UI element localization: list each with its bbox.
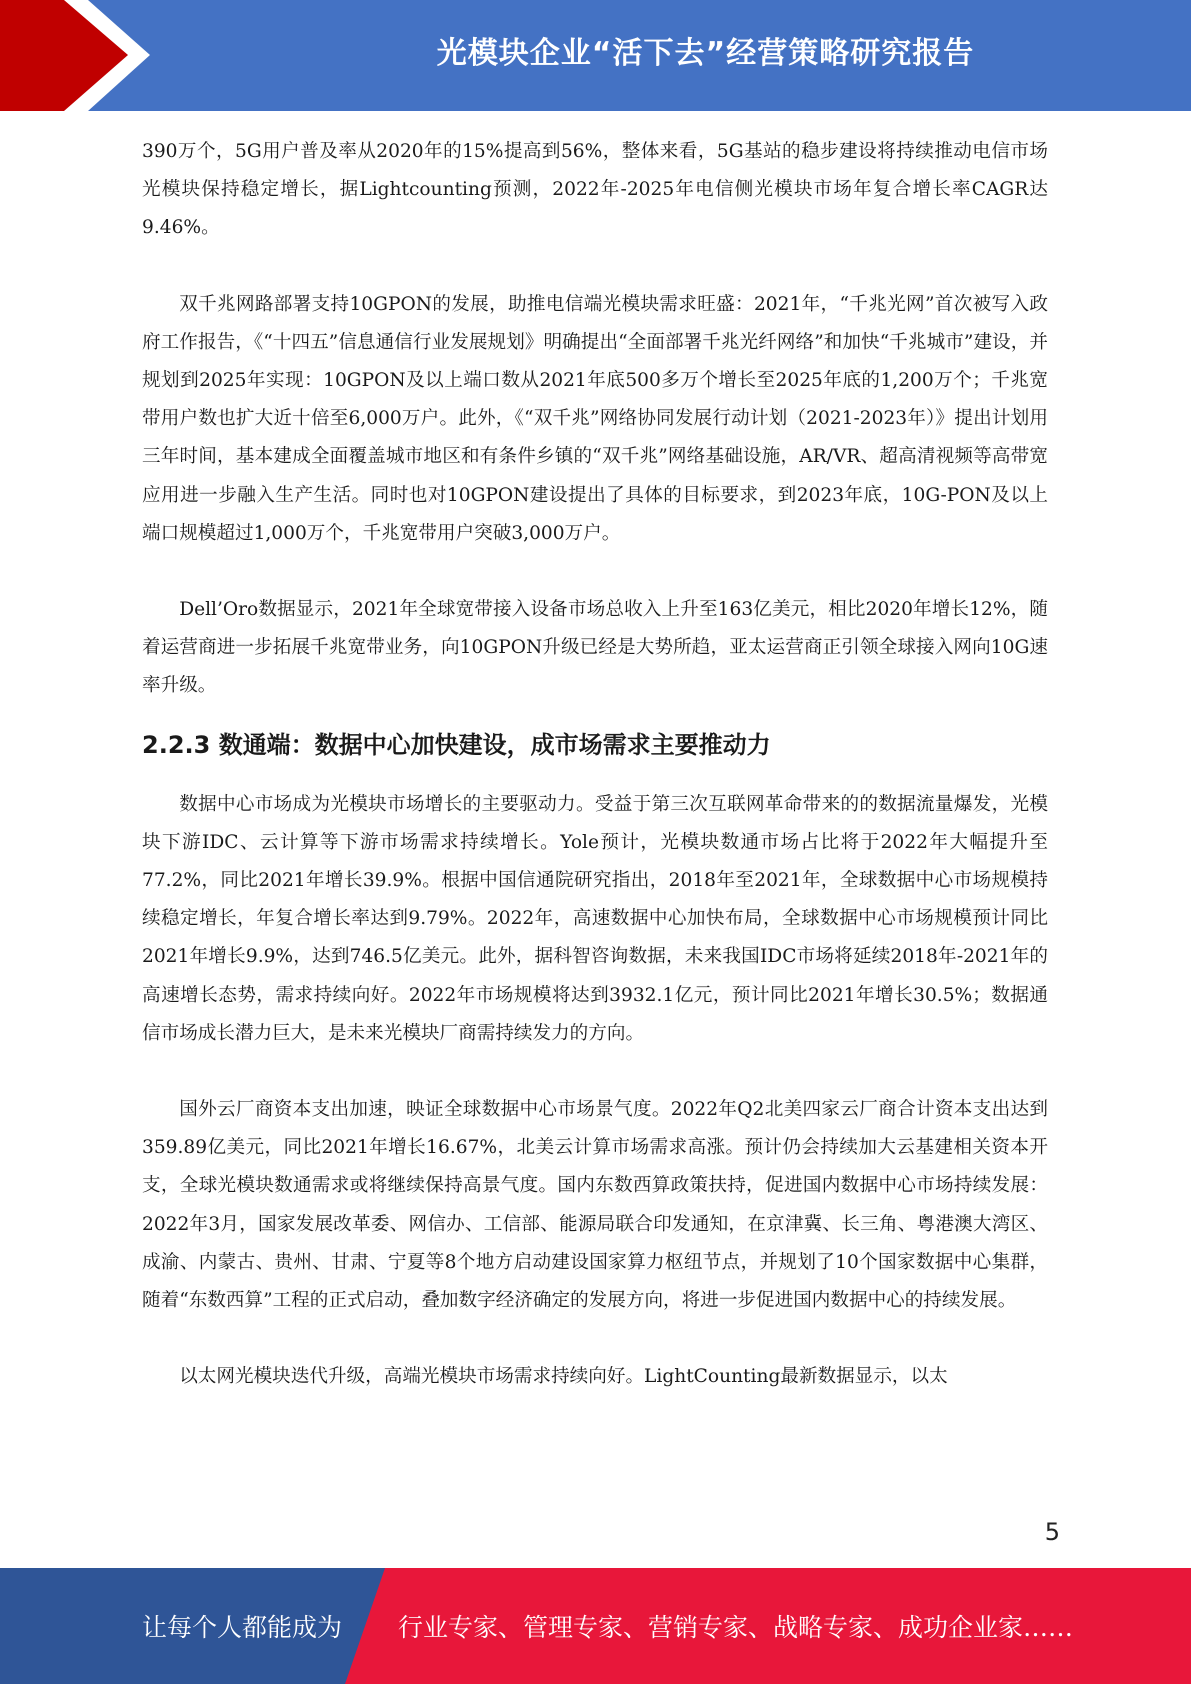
paragraph-cloud-capex: 国外云厂商资本支出加速，映证全球数据中心市场景气度。2022年Q2北美四家云厂商合计资本支出达到359.89亿美元，同比2021年增长16.67%，北美云计算市场需求高涨。预计仍会持续加大云基建相关资本开支，全球光模块数通需求或将继续保持高景气度。国内东数西算政策扶持，促进国内数据中心市场持续发展：2022年3月，国家发展改革委、网信办、工信部、能源局联合印发通知，在京津冀、长三角、粤港澳大湾区、成渝、内蒙古、贵州、甘肃、宁夏等8个地方启动建设国家算力枢纽节点，并规划了10个国家数据中心集群，随着“东数西算”工程的正式启动，叠加数字经济确定的发展方向，将进一步促进国内数据中心的持续发展。 bbox=[142, 1099, 1048, 1312]
report-title: 光模块企业“活下去”经营策略研究报告 bbox=[436, 36, 975, 71]
section-heading: 2.2.3 数通端：数据中心加快建设，成市场需求主要推动力 bbox=[142, 730, 771, 759]
paragraph-gigabit-network: 双千兆网路部署支持10GPON的发展，助推电信端光模块需求旺盛：2021年，“千兆光网”首次被写入政府工作报告，《“十四五”信息通信行业发展规划》明确提出“全面部署千兆光纤网络”和加快“千兆城市”建设，并规划到2025年实现：10GPON及以上端口数从2021年底500多万个增长至2025年底的1,200万个；千兆宽带用户数也扩大近十倍至6,000万户。此外，《“双千兆”网络协同发展行动计划（2021-2023年）》提出计划用三年时间，基本建成全面覆盖城市地区和有条件乡镇的“双千兆”网络基础设施，AR/VR、超高清视频等高带宽应用进一步融入生产生活。同时也对10GPON建设提出了具体的目标要求，到2023年底，10G-PON及以上端口规模超过1,000万个，千兆宽带用户突破3,000万户。 bbox=[142, 293, 1048, 544]
page-header bbox=[0, 0, 1191, 111]
footer-slogan-left: 让每个人都能成为 bbox=[142, 1613, 343, 1642]
paragraph-delloro-data: Dell’Oro数据显示，2021年全球宽带接入设备市场总收入上升至163亿美元，相比2020年增长12%，随着运营商进一步拓展千兆宽带业务，向10GPON升级已经是大势所趋，亚太运营商正引领全球接入网向10G速率升级。 bbox=[142, 599, 1048, 697]
page-footer bbox=[0, 1568, 1191, 1684]
footer-slogan-right: 行业专家、管理专家、营销专家、战略专家、成功企业家…… bbox=[398, 1613, 1074, 1642]
paragraph-5g-growth: 390万个，5G用户普及率从2020年的15%提高到56%，整体来看，5G基站的稳步建设将持续推动电信市场光模块保持稳定增长，据Lightcounting预测，2022年-2025年电信侧光模块市场年复合增长率CAGR达9.46%。 bbox=[142, 141, 1048, 239]
paragraph-datacenter-market: 数据中心市场成为光模块市场增长的主要驱动力。受益于第三次互联网革命带来的的数据流量爆发，光模块下游IDC、云计算等下游市场需求持续增长。Yole预计，光模块数通市场占比将于2022年大幅提升至77.2%，同比2021年增长39.9%。根据中国信通院研究指出，2018年至2021年，全球数据中心市场规模持续稳定增长，年复合增长率达到9.79%。2022年，高速数据中心加快布局，全球数据中心市场规模预计同比2021年增长9.9%，达到746.5亿美元。此外，据科智咨询数据，未来我国IDC市场将延续2018年-2021年的高速增长态势，需求持续向好。2022年市场规模将达到3932.1亿元，预计同比2021年增长30.5%；数据通信市场成长潜力巨大，是未来光模块厂商需持续发力的方向。 bbox=[142, 793, 1048, 1044]
page-number: 5 bbox=[1044, 1518, 1060, 1546]
paragraph-ethernet-upgrade: 以太网光模块迭代升级，高端光模块市场需求持续向好。LightCounting最新数据显示，以太 bbox=[179, 1366, 948, 1388]
main-content bbox=[142, 133, 1048, 1396]
